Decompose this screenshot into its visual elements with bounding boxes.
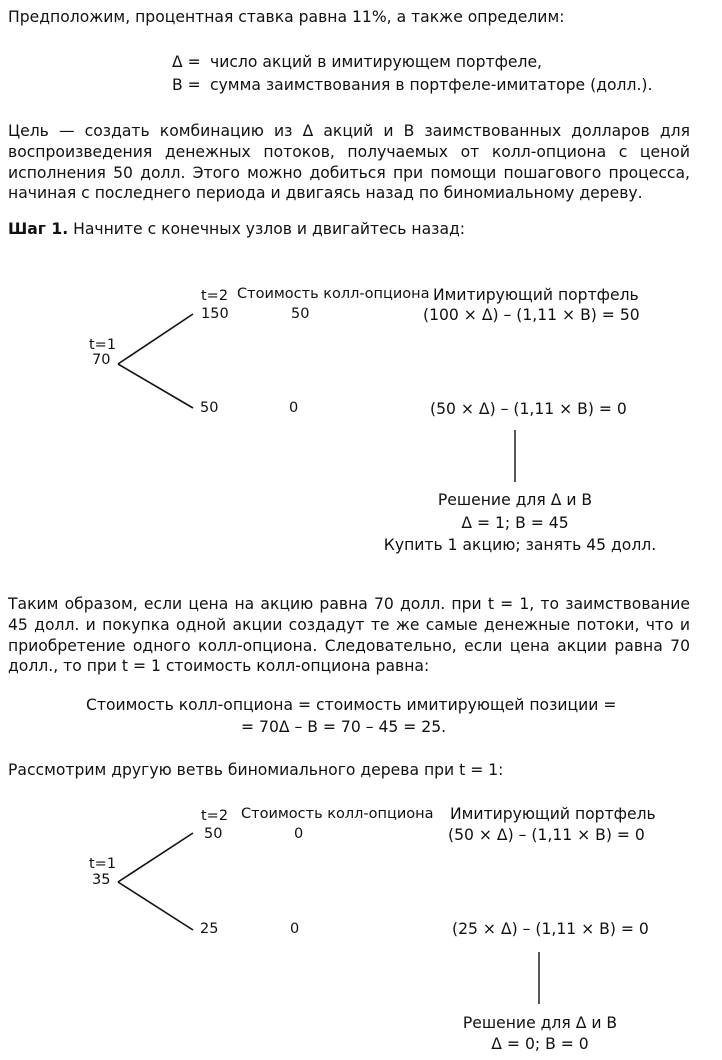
tree1-down-price: 50 — [200, 400, 219, 416]
tree1-down-branch — [118, 364, 193, 408]
tree2-t1-label: t=1 — [89, 856, 117, 872]
definition-b-text: сумма заимствования в портфеле-имитаторе (долл.). — [210, 76, 653, 94]
step1-text: Начните с конечных узлов и двигайтесь назад: — [73, 220, 466, 238]
intro-text: Предположим, процентная ставка равна 11%, а также определим: — [8, 8, 565, 26]
definition-b-symbol: B = — [172, 76, 201, 94]
tree2-down-branch — [118, 882, 193, 930]
tree2-down-call: 0 — [290, 921, 300, 937]
tree2-up-price: 50 — [204, 826, 223, 842]
tree2-call-header: Стоимость колл-опциона — [241, 806, 434, 822]
tree1-down-equation: (50 × Δ) – (1,11 × B) = 0 — [430, 400, 627, 418]
tree2-solution-values: Δ = 0; B = 0 — [491, 1035, 589, 1053]
tree2-down-equation: (25 × Δ) – (1,11 × B) = 0 — [452, 920, 649, 938]
result-paragraph: Таким образом, если цена на акцию равна 70 долл. при t = 1, то заимствование 45 долл. и покупка одной акции создадут те же самые денежные потоки, что и приобретение одного колл-опциона. Следовательно, если цена акции равна 70 долл., то при t = 1 стоимость колл-опциона равна: — [8, 595, 690, 676]
tree1-solution-title: Решение для Δ и B — [437, 491, 593, 509]
tree1-down-call: 0 — [289, 400, 299, 416]
formula-line-1: Стоимость колл-опциона = стоимость имитирующей позиции = — [86, 696, 617, 714]
tree2-portfolio-header: Имитирующий портфель — [450, 805, 656, 823]
tree2-up-call: 0 — [294, 826, 304, 842]
tree2-t2-label: t=2 — [201, 808, 229, 824]
definition-delta-text: число акций в имитирующем портфеле, — [210, 53, 543, 71]
tree1-solution-action: Купить 1 акцию; занять 45 долл. — [383, 536, 657, 554]
tree1-up-equation: (100 × Δ) – (1,11 × B) = 50 — [423, 306, 640, 324]
tree1-solution-values: Δ = 1; B = 45 — [461, 514, 569, 532]
tree2-down-price: 25 — [200, 921, 219, 937]
tree2-up-equation: (50 × Δ) – (1,11 × B) = 0 — [448, 826, 645, 844]
tree2-t1-value: 35 — [92, 872, 111, 888]
tree1-up-price: 150 — [201, 306, 229, 322]
tree1-up-call: 50 — [291, 306, 310, 322]
tree1-t2-label: t=2 — [201, 288, 229, 304]
other-branch-text: Рассмотрим другую ветвь биномиального дерева при t = 1: — [8, 761, 504, 779]
goal-paragraph: Цель — создать комбинацию из Δ акций и В заимствованных долларов для воспроизведения денежных потоков, получаемых от колл-опциона с ценой исполнения 50 долл. Этого можно добиться при помощи пошагового процесса, начиная с последнего периода и двигаясь назад по биномиальному дереву. — [8, 122, 690, 203]
tree1-call-header: Стоимость колл-опциона — [237, 286, 430, 302]
definition-delta-symbol: Δ = — [172, 53, 201, 71]
tree2-up-branch — [118, 833, 193, 882]
step1-label: Шаг 1. — [8, 220, 69, 238]
tree1-t1-label: t=1 — [89, 337, 117, 353]
tree1-t1-value: 70 — [92, 352, 111, 368]
tree1-portfolio-header: Имитирующий портфель — [433, 286, 639, 304]
tree1-up-branch — [118, 314, 193, 364]
tree2-solution-title: Решение для Δ и B — [462, 1014, 618, 1032]
formula-line-2: = 70Δ – B = 70 – 45 = 25. — [241, 718, 447, 736]
